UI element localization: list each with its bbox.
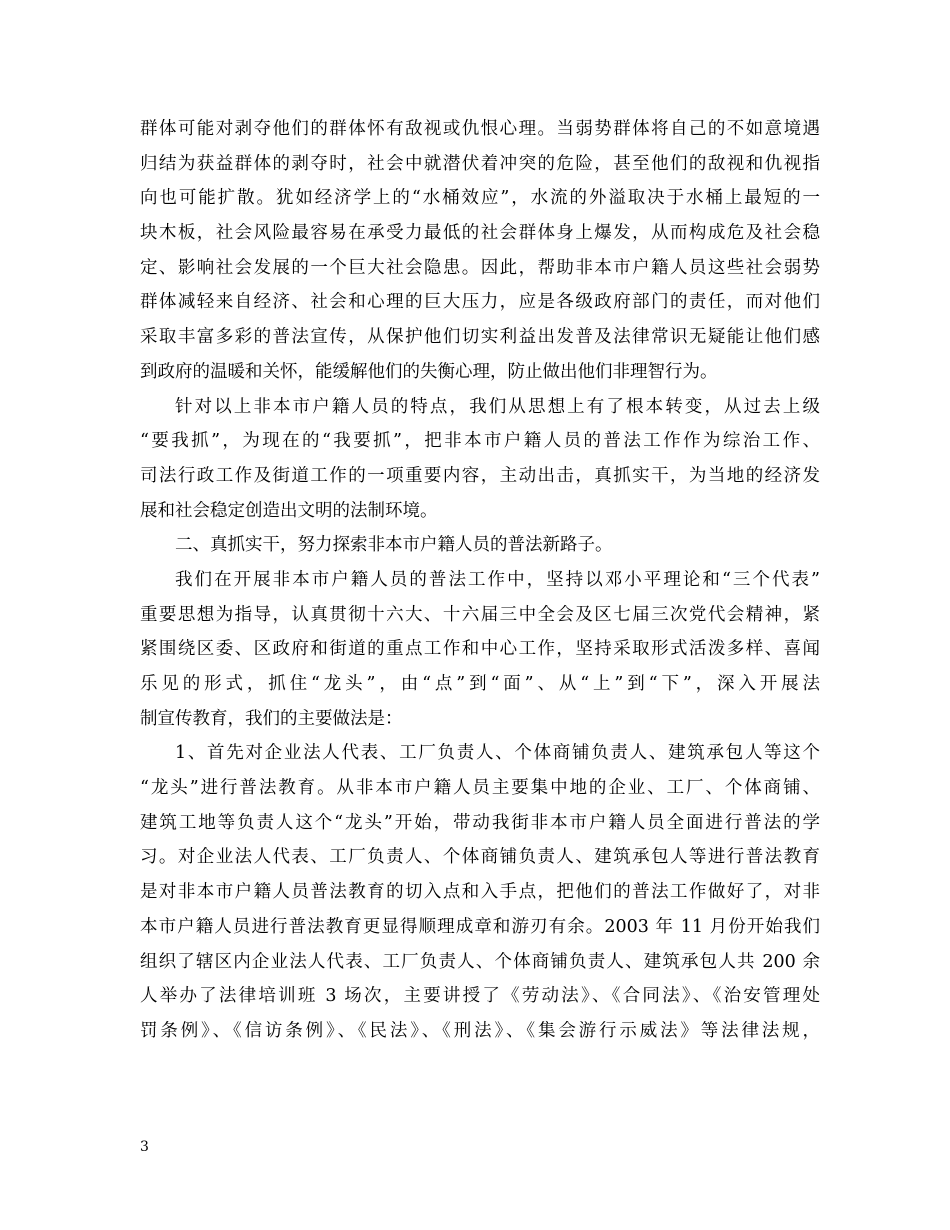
- text-line: 司法行政工作及街道工作的一项重要内容，主动出击，真抓实干，为当地的经济发: [140, 465, 820, 486]
- page-number: 3: [140, 1139, 149, 1155]
- text-line: 到政府的温暖和关怀，能缓解他们的失衡心理，防止做出他们非理智行为。: [140, 361, 718, 382]
- text-line: 是对非本市户籍人员普法教育的切入点和入手点，把他们的普法工作做好了，对非: [140, 882, 820, 903]
- text-line: 重要思想为指导，认真贯彻十六大、十六届三中全会及区七届三次党代会精神，紧: [140, 604, 820, 625]
- text-line: 制宣传教育，我们的主要做法是：: [140, 708, 403, 729]
- text-line: 展和社会稳定创造出文明的法制环境。: [140, 500, 438, 521]
- document-body: [140, 112, 820, 1049]
- paragraph-first-line: 1、首先对企业法人代表、工厂负责人、个体商铺负责人、建筑承包人等这个: [175, 743, 820, 764]
- text-line: 向也可能扩散。犹如经济学上的“水桶效应”，水流的外溢取决于水桶上最短的一: [140, 188, 820, 209]
- text-line: 群体减轻来自经济、社会和心理的巨大压力，应是各级政府部门的责任，而对他们: [140, 292, 820, 313]
- text-line: 紧围绕区委、区政府和街道的重点工作和中心工作，坚持采取形式活泼多样、喜闻: [140, 639, 820, 660]
- text-line: 群体可能对剥夺他们的群体怀有敌视或仇恨心理。当弱势群体将自己的不如意境遇: [140, 119, 820, 139]
- text-line: 建筑工地等负责人这个“龙头”开始，带动我街非本市户籍人员全面进行普法的学: [140, 812, 820, 833]
- text-line: 本市户籍人员进行普法教育更显得顺理成章和游刃有余。2003 年 11 月份开始我们: [140, 916, 820, 937]
- text-line: 人举办了法律培训班 3 场次，主要讲授了《劳动法》、《合同法》、《治安管理处: [140, 986, 820, 1007]
- paragraph-first-line: 我们在开展非本市户籍人员的普法工作中，坚持以邓小平理论和“三个代表”: [175, 569, 820, 590]
- text-line: 罚条例》、《信访条例》、《民法》、《刑法》、《集会游行示威法》等法律法规，: [140, 1020, 820, 1041]
- text-line: 乐见的形式，抓住“龙头”，由“点”到“面”、从“上”到“下”，深入开展法: [140, 674, 820, 694]
- text-line: 组织了辖区内企业法人代表、工厂负责人、个体商铺负责人、建筑承包人共 200 余: [140, 951, 820, 972]
- text-line: 归结为获益群体的剥夺时，社会中就潜伏着冲突的危险，甚至他们的敌视和仇视指: [140, 153, 820, 174]
- text-line: 采取丰富多彩的普法宣传，从保护他们切实利益出发普及法律常识无疑能让他们感: [140, 327, 820, 348]
- text-line: 习。对企业法人代表、工厂负责人、个体商铺负责人、建筑承包人等进行普法教育: [140, 847, 820, 868]
- text-line: 定、影响社会发展的一个巨大社会隐患。因此，帮助非本市户籍人员这些社会弱势: [140, 257, 820, 278]
- section-heading: 二、真抓实干，努力探索非本市户籍人员的普法新路子。: [175, 535, 613, 556]
- text-line: “要我抓”，为现在的“我要抓”，把非本市户籍人员的普法工作作为综治工作、: [140, 431, 820, 452]
- text-line: “龙头”进行普法教育。从非本市户籍人员主要集中地的企业、工厂、个体商铺、: [140, 778, 820, 799]
- paragraph-first-line: 针对以上非本市户籍人员的特点，我们从思想上有了根本转变，从过去上级: [175, 396, 820, 417]
- text-line: 块木板，社会风险最容易在承受力最低的社会群体身上爆发，从而构成危及社会稳: [140, 223, 820, 244]
